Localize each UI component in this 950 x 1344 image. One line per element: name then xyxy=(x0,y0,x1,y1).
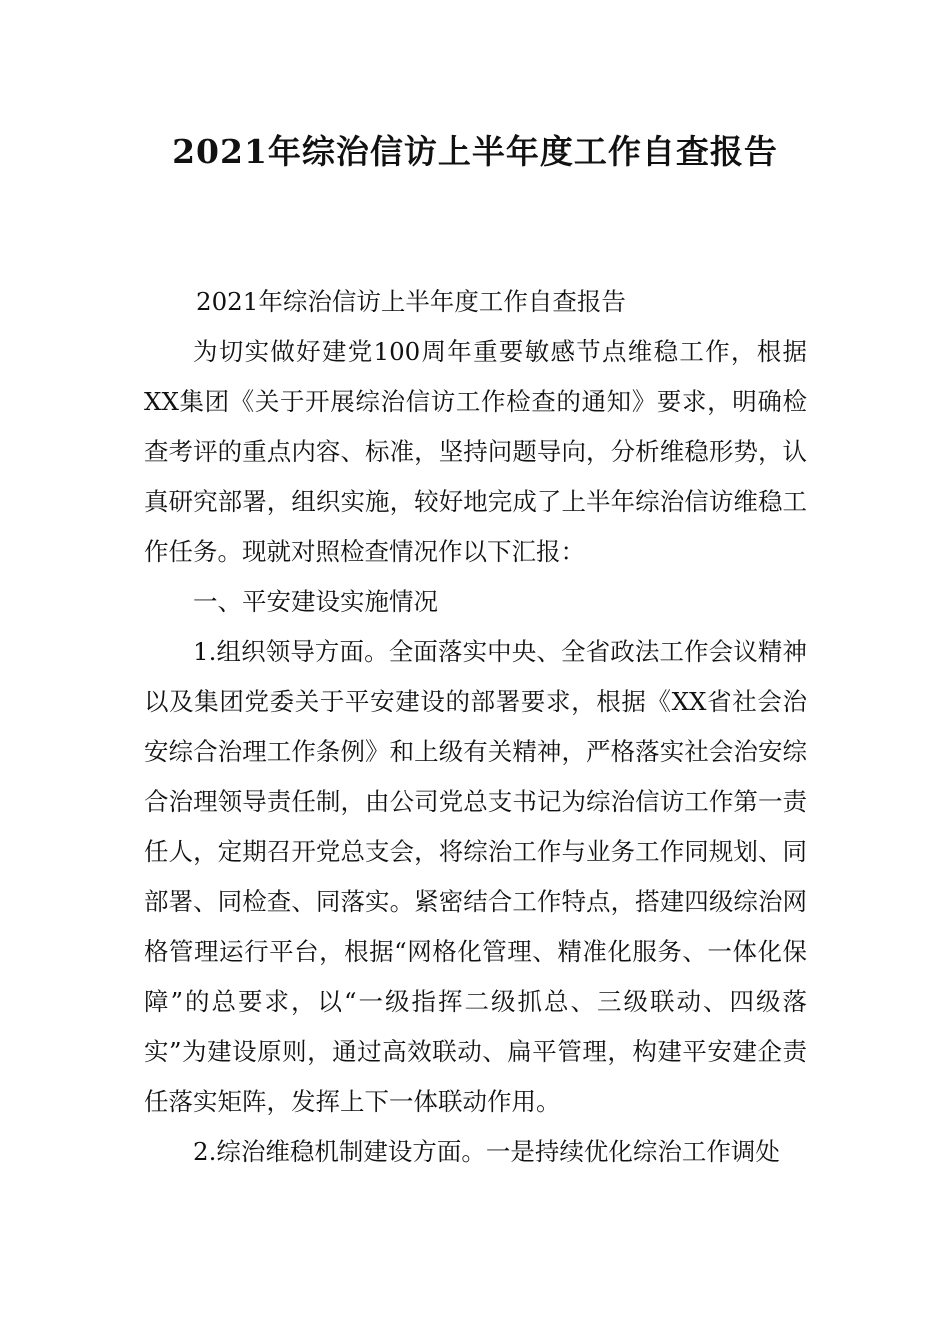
document-body xyxy=(144,277,807,1177)
paragraph-intro: 为切实做好建党100周年重要敏感节点维稳工作，根据XX集团《关于开展综治信访工作检查的通知》要求，明确检查考评的重点内容、标准，坚持问题导向，分析维稳形势，认真研究部署，组织实施，较好地完成了上半年综治信访维稳工作任务。现就对照检查情况作以下汇报： xyxy=(144,337,807,566)
document-subtitle: 2021年综治信访上半年度工作自查报告 xyxy=(196,287,626,316)
paragraph-mechanism: 2.综治维稳机制建设方面。一是持续优化综治工作调处 xyxy=(193,1137,780,1166)
document-title: 2021年综治信访上半年度工作自查报告 xyxy=(172,132,778,171)
paragraph-organization: 1.组织领导方面。全面落实中央、全省政法工作会议精神以及集团党委关于平安建设的部署要求，根据《XX省社会治安综合治理工作条例》和上级有关精神，严格落实社会治安综合治理领导责任制，由公司党总支书记为综治信访工作第一责任人，定期召开党总支会，将综治工作与业务工作同规划、同部署、同检查、同落实。紧密结合工作特点，搭建四级综治网格管理运行平台，根据“网格化管理、精准化服务、一体化保障”的总要求，以“一级指挥二级抓总、三级联动、四级落实”为建设原则，通过高效联动、扁平管理，构建平安建企责任落实矩阵，发挥上下一体联动作用。 xyxy=(144,637,807,1116)
section-heading: 一、平安建设实施情况 xyxy=(193,587,438,616)
